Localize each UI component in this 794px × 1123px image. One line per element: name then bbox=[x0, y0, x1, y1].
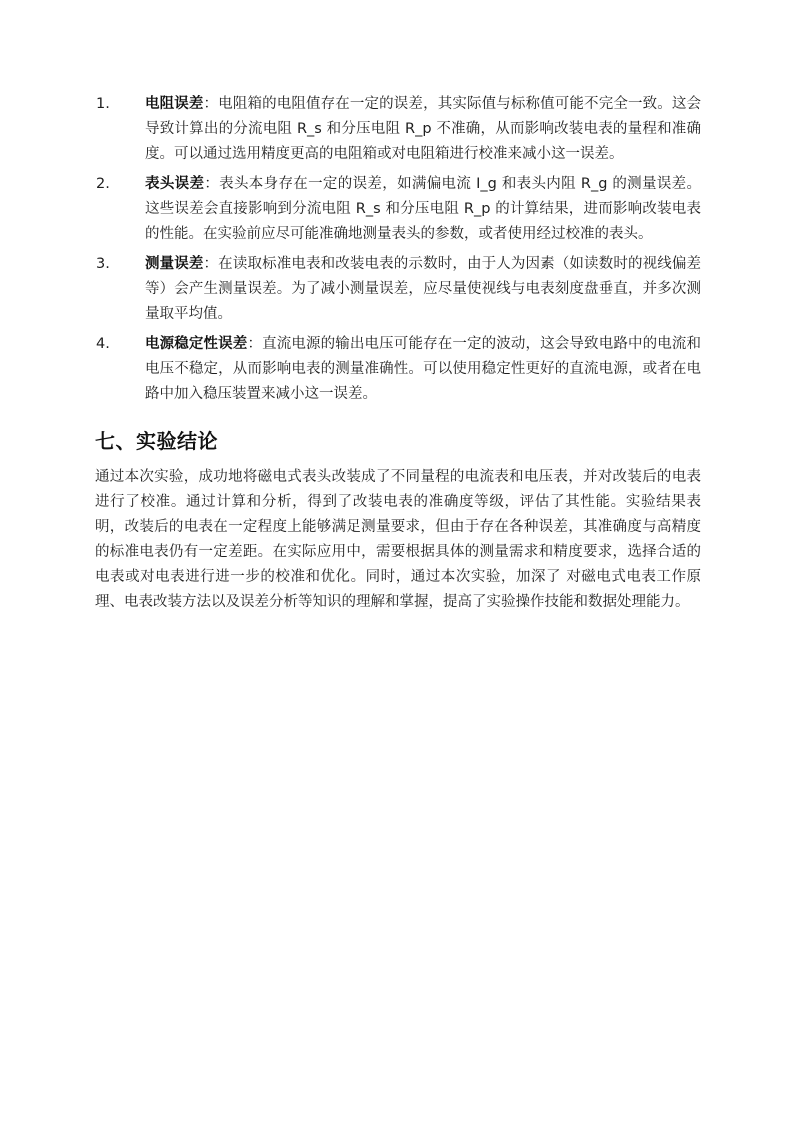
list-item-label: 测量误差 bbox=[145, 256, 204, 272]
list-item-number: 4. bbox=[96, 336, 110, 352]
list-item-power-stability-error bbox=[95, 332, 701, 407]
document-page bbox=[95, 92, 701, 615]
conclusion-paragraph: 通过本次实验，成功地将磁电式表头改装成了不同量程的电流表和电压表，并对改装后的电表进行了校准。通过计算和分析，得到了改装电表的准确度等级，评估了其性能。实验结果表明，改装后的电表在一定程度上能够满足测量要求，但由于存在各种误差，其准确度与高精度的标准电表仍有一定差距。在实际应用中，需要根据具体的测量需求和精度要求，选择合适的电表或对电表进行进一步的校准和优化。同时，通过本次实验，加深了 对磁电式电表工作原理、电表改装方法以及误差分析等知识的理解和掌握，提高了实验操作技能和数据处理能力。 bbox=[95, 469, 701, 610]
list-item-text: ：表头本身存在一定的误差，如满偏电流 I_g 和表头内阻 R_g 的测量误差。这些误差会直接影响到分流电阻 R_s 和分压电阻 R_p 的计算结果，进而影响改装电表的性能。在实验前应尽可能准确地测量表头的参数，或者使用经过校准的表头。 bbox=[145, 176, 701, 242]
list-item-label: 电阻误差 bbox=[145, 96, 204, 112]
list-item-text: ：直流电源的输出电压可能存在一定的波动，这会导致电路中的电流和电压不稳定，从而影响电表的测量准确性。可以使用稳定性更好的直流电源，或者在电路中加入稳压装置来减小这一误差。 bbox=[145, 336, 702, 402]
list-item-label: 电源稳定性误差 bbox=[145, 336, 248, 352]
list-item-meter-head-error bbox=[95, 172, 701, 247]
section-heading-conclusion: 七、实验结论 bbox=[95, 429, 218, 453]
list-item-measurement-error bbox=[95, 252, 701, 327]
list-item-number: 2. bbox=[96, 176, 110, 192]
list-item-number: 1. bbox=[96, 96, 110, 112]
list-item-label: 表头误差 bbox=[145, 176, 205, 192]
list-item-text: ：电阻箱的电阻值存在一定的误差，其实际值与标称值可能不完全一致。这会导致计算出的分流电阻 R_s 和分压电阻 R_p 不准确，从而影响改装电表的量程和准确度。可以通过选用精度更高的电阻箱或对电阻箱进行校准来减小这一误差。 bbox=[145, 96, 702, 162]
error-analysis-list bbox=[95, 92, 701, 407]
list-item-text: ：在读取标准电表和改装电表的示数时，由于人为因素（如读数时的视线偏差等）会产生测量误差。为了减小测量误差，应尽量使视线与电表刻度盘垂直，并多次测量取平均值。 bbox=[145, 256, 702, 322]
list-item-resistance-error bbox=[95, 92, 701, 167]
list-item-number: 3. bbox=[96, 256, 110, 272]
